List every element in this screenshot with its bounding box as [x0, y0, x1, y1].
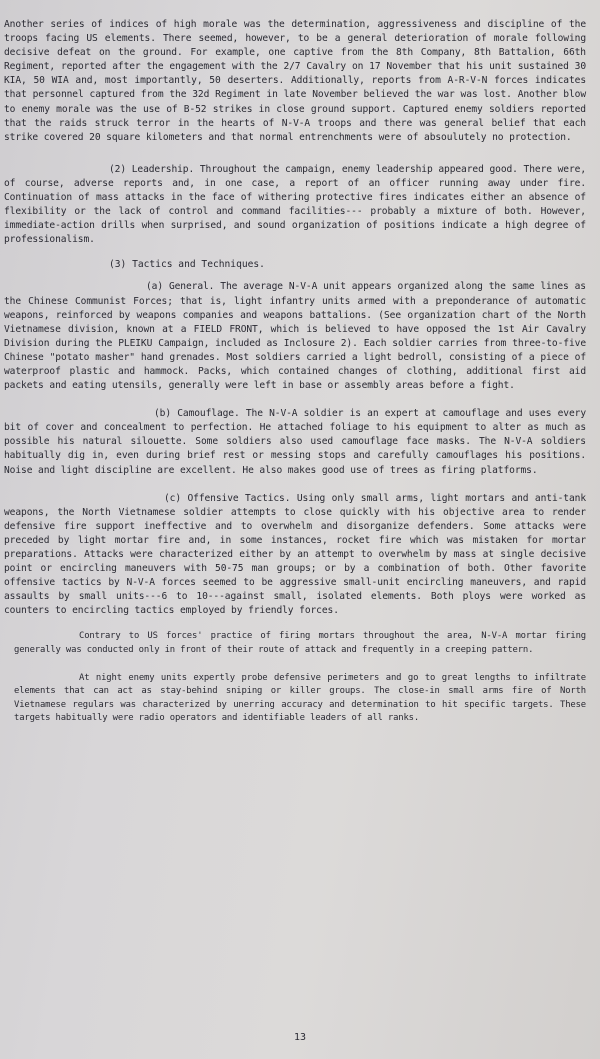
section-heading-tactics: (3) Tactics and Techniques. [109, 259, 265, 271]
paragraph-camouflage: (b) Camouflage. The N-V-A soldier is an expert at camouflage and uses every bit of cover and concealment to perfection. He attached foliage to his equipment to alter as much as possible his natural silouette. Some soldiers also used camouflage face masks. The N-V-A soldiers habitually dig in, even during brief rest or messing stops and carefully camouflages his positions. Noise and light discipline are excellent. He also makes good use of trees as firing platforms. [4, 408, 586, 476]
paragraph-morale: Another series of indices of high morale was the determination, aggressiveness and discipline of the troops facing US elements. There seemed, however, to be a general deterioration of morale following decisive defeat on the ground. For example, one captive from the 8th Company, 8th Battalion, 66th Regiment, reported after the engagement with the 2/7 Cavalry on 17 November that his unit sustained 30 KIA, 50 WIA and, most importantly, 50 deserters. Additionally, reports from A-R-V-N forces indicates that personnel captured from the 32d Regiment in late November believed the war was lost. Another blow to enemy morale was the use of B-52 strikes in close ground support. Captured enemy soldiers reported that the raids struck terror in the hearts of N-V-A troops and there was general belief that each strike covered 20 square kilometers and that normal entrenchments were of absoulutely no protection. [4, 19, 586, 143]
paragraph-night-operations: At night enemy units expertly probe defensive perimeters and go to great lengths to infiltrate elements that can act as stay-behind sniping or killer groups. The close-in small arms fire of North Vietnamese regulars was characterized by unerring accuracy and determination to hit specific targets. These targets habitually were radio operators and identifiable leaders of all ranks. [14, 672, 586, 724]
page-number: 13 [293, 1032, 307, 1043]
paragraph-leadership: (2) Leadership. Throughout the campaign, enemy leadership appeared good. There were, of course, adverse reports and, in one case, a report of an officer running away under fire. Continuation of mass attacks in the face of withering protective fires indicates either an absence of flexibility or the lack of control and command facilities--- probably a mixture of both. However, immediate-action drills when surprised, and sound organization of positions indicate a high degree of professionalism. [4, 163, 586, 246]
paragraph-offensive-tactics: (c) Offensive Tactics. Using only small arms, light mortars and anti-tank weapons, the North Vietnamese soldier attempts to close quickly with his objective area to render defensive fire support ineffective and to overwhelm and disorganize defenders. Some attacks were preceded by light mortar fire and, in some instances, rocket fire which was mistaken for mortar preparations. Attacks were characterized either by an attempt to overwhelm by mass at single decisive point or encircling maneuvers with 50-75 man groups; or by a combination of both. Other favorite offensive tactics by N-V-A forces seemed to be aggressive small-unit encircling maneuvers, and rapid assaults by small units---6 to 10---against small, isolated elements. Both ploys were worked as counters to encircling tactics employed by friendly forces. [4, 492, 586, 617]
paragraph-general: (a) General. The average N-V-A unit appears organized along the same lines as the Chinese Communist Forces; that is, light infantry units armed with a preponderance of automatic weapons, reinforced by weapons companies and weapons battalions. (See organization chart of the North Vietnamese division, known at a FIELD FRONT, which is believed to have opposed the 1st Air Cavalry Division during the PLEIKU Campaign, included as Inclosure 2). Each soldier carries from three-to-five Chinese "potato masher" hand grenades. Most soldiers carried a light bedroll, consisting of a piece of waterproof plastic and hammock. Packs, which contained changes of clothing, additional first aid packets and eating utensils, generally were left in base or assembly areas before a fight. [4, 281, 586, 392]
paragraph-mortars: Contrary to US forces' practice of firing mortars throughout the area, N-V-A mortar firing generally was conducted only in front of their route of attack and frequently in a creeping pattern. [14, 631, 586, 656]
